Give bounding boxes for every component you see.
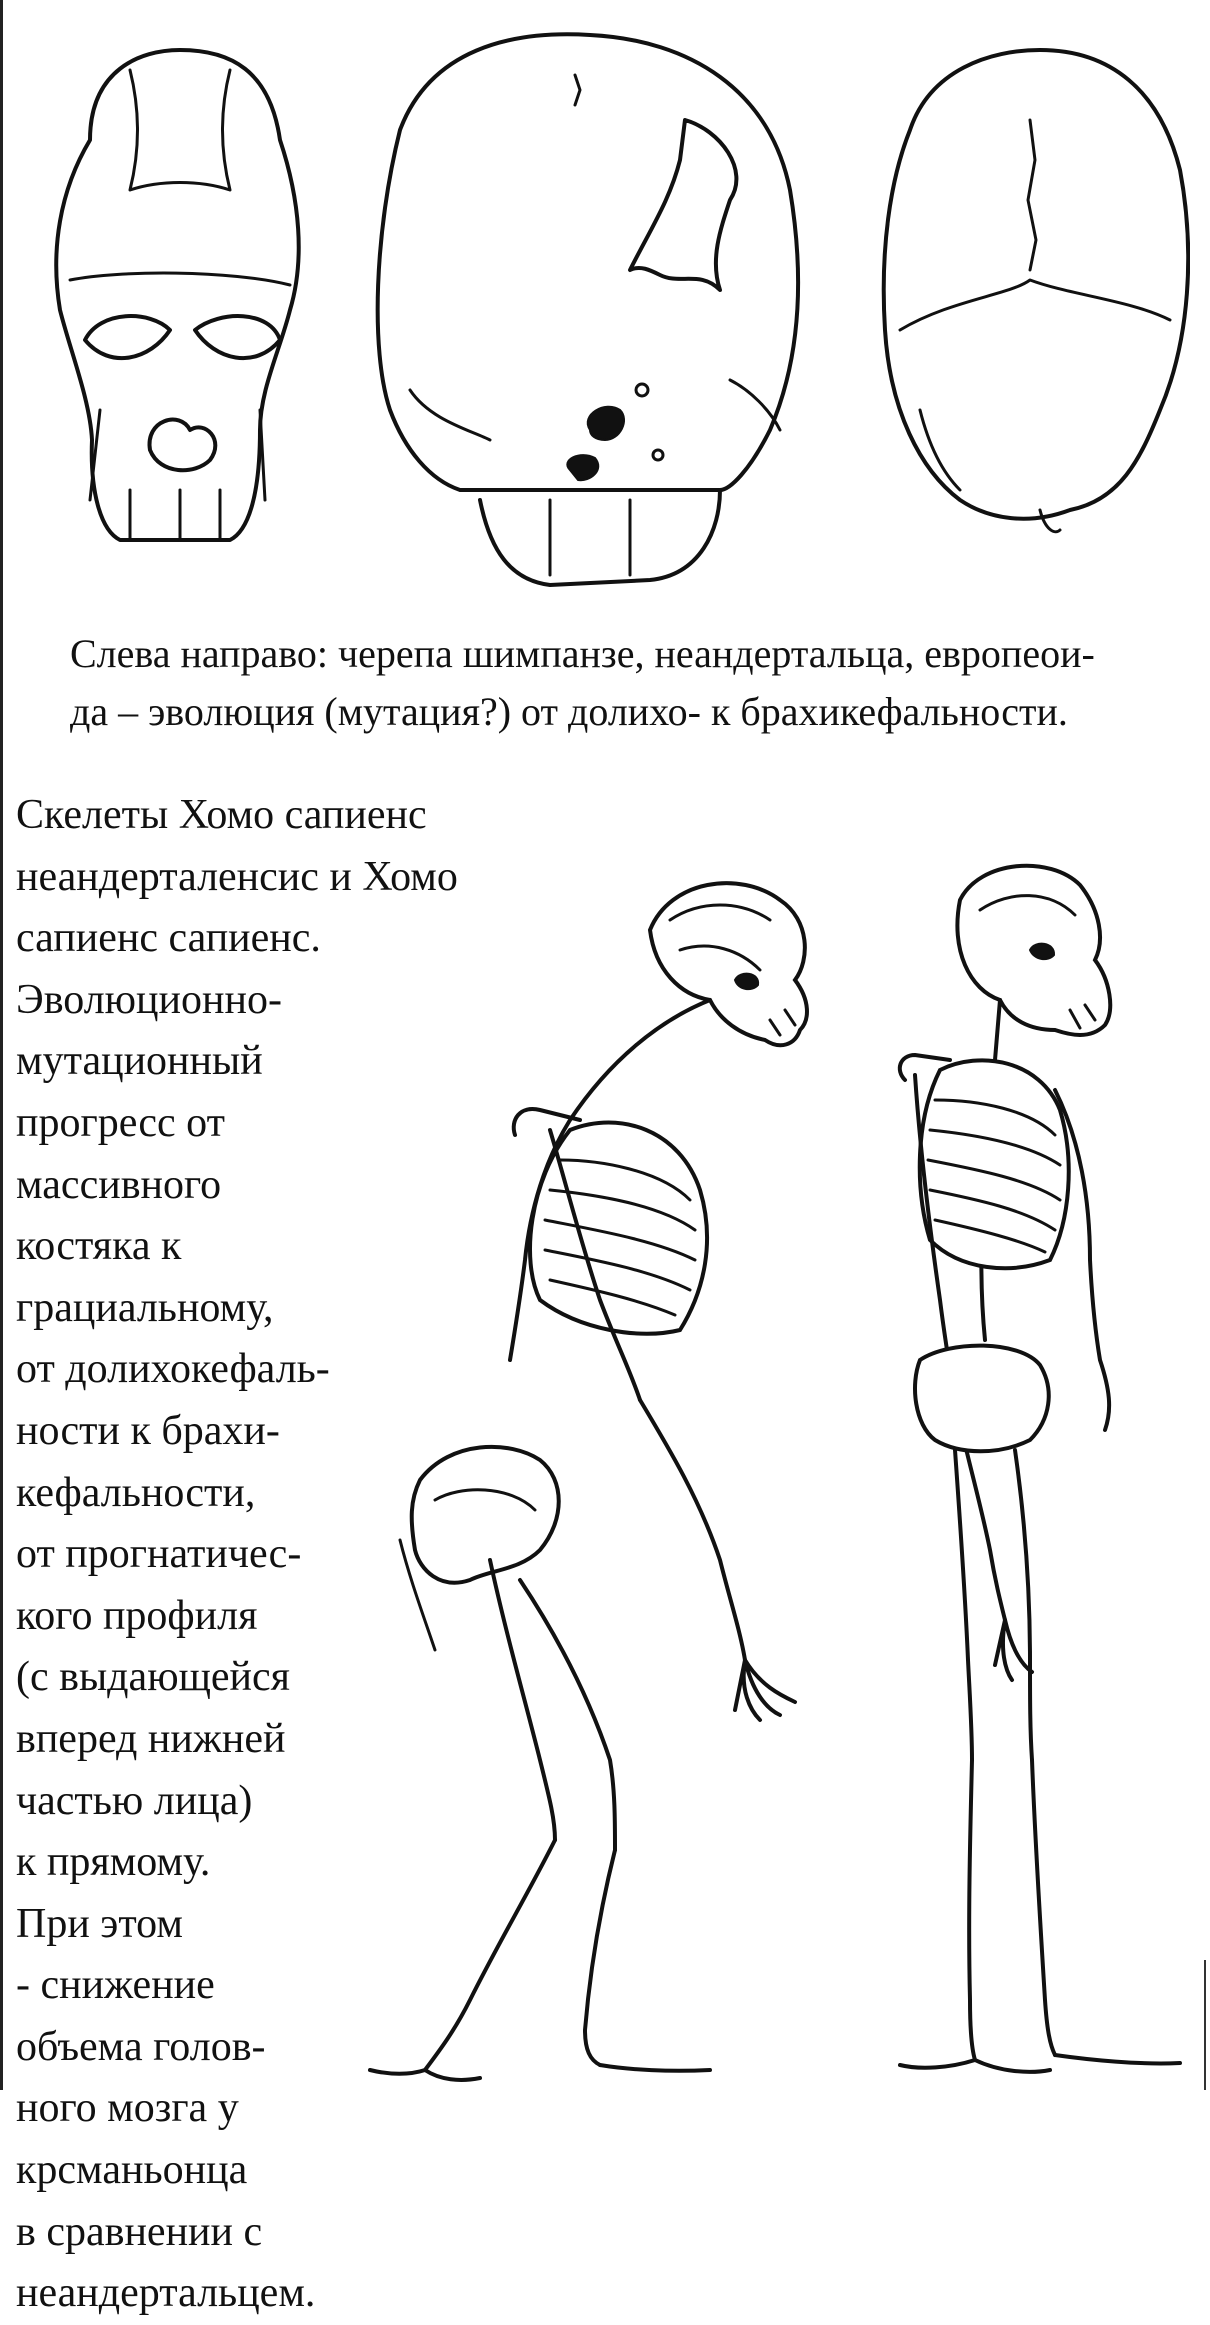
text-line: грациальному, bbox=[16, 1284, 274, 1331]
chimpanzee-skull-drawing bbox=[56, 50, 298, 540]
text-line: ности к брахи- bbox=[16, 1407, 280, 1454]
text-line: частью лица) bbox=[16, 1777, 253, 1824]
text-line: Эволюционно- bbox=[16, 976, 282, 1023]
modern-human-skeleton-drawing bbox=[900, 866, 1180, 2072]
text-line: в сравнении с bbox=[16, 2208, 263, 2255]
text-line: мутационный bbox=[16, 1038, 263, 1085]
text-line: крсманьонца bbox=[16, 2147, 248, 2194]
skeletons-illustration bbox=[340, 860, 1200, 2090]
text-line: При этом bbox=[16, 1900, 183, 1947]
text-line: массивного bbox=[16, 1161, 222, 1208]
text-line: сапиенс сапиенс. bbox=[16, 915, 321, 962]
text-line: к прямому. bbox=[16, 1839, 211, 1886]
text-line: (с выдающейся bbox=[16, 1654, 290, 1701]
text-line: прогресс от bbox=[16, 1099, 225, 1146]
text-line: объема голов- bbox=[16, 2023, 266, 2070]
right-border-line bbox=[1204, 1960, 1206, 2090]
text-line: неандертальцем. bbox=[16, 2270, 316, 2317]
text-line: ного мозга у bbox=[16, 2085, 239, 2132]
text-line: от долихокефаль- bbox=[16, 1346, 330, 1393]
text-line: Скелеты Хомо сапиенс bbox=[16, 792, 427, 838]
neanderthal-skeleton-drawing bbox=[370, 883, 807, 2080]
skulls-illustration bbox=[30, 30, 1190, 610]
neanderthal-skull-drawing bbox=[378, 34, 799, 585]
skulls-caption bbox=[70, 625, 1190, 741]
text-line: неандерталенсис и Хомо bbox=[16, 853, 458, 900]
text-line: кого профиля bbox=[16, 1592, 258, 1639]
european-skull-drawing bbox=[884, 50, 1188, 532]
text-line: костяка к bbox=[16, 1223, 182, 1270]
text-line: от прогнатичес- bbox=[16, 1531, 302, 1578]
text-line: - снижение bbox=[16, 1962, 215, 2009]
caption-line-1: Слева направо: черепа шимпанзе, неандертальца, европеои- bbox=[70, 631, 1095, 676]
text-line: вперед нижней bbox=[16, 1715, 286, 1762]
left-border-line bbox=[0, 0, 3, 2090]
text-line: кефальности, bbox=[16, 1469, 256, 1516]
caption-line-2: да – эволюция (мутация?) от долихо- к брахикефальности. bbox=[70, 689, 1068, 734]
